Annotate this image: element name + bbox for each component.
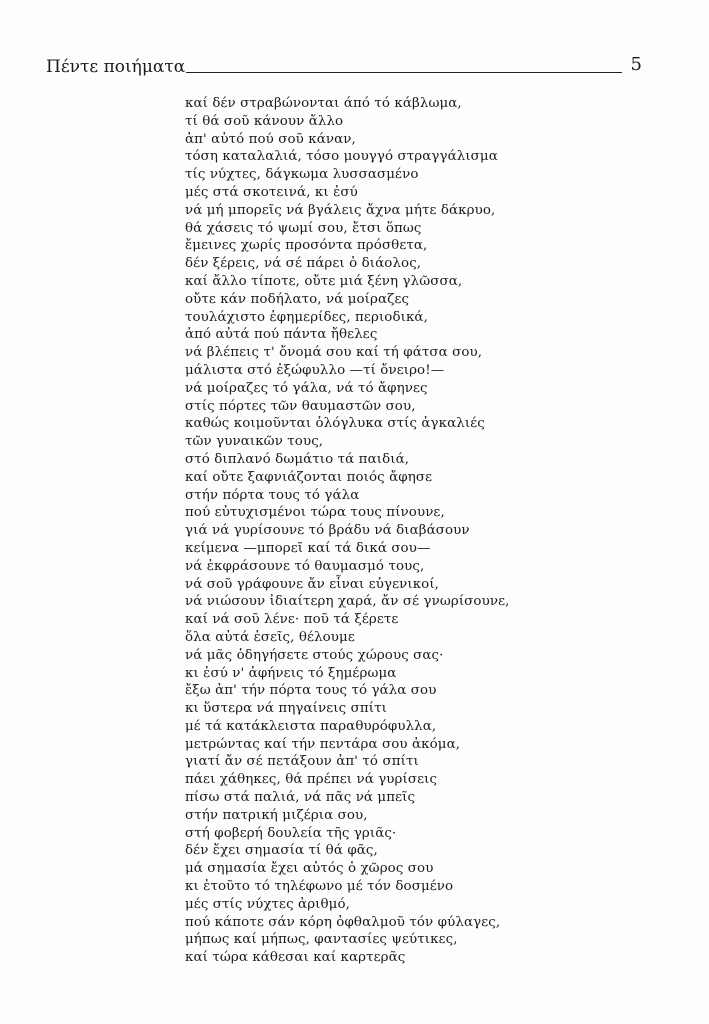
poem-line: κι ἐσύ ν' ἀφήνεις τό ξημέρωμα (185, 665, 397, 681)
poem-line: νά μᾶς ὁδηγήσετε στούς χώρους σας· (185, 647, 444, 663)
poem-line: ἀπ' αὐτό πού σοῦ κάναν, (185, 131, 356, 147)
poem-line: πάει χάθηκες, θά πρέπει νά γυρίσεις (185, 772, 438, 788)
poem-line: νά βλέπεις τ' ὄνομά σου καί τή φάτσα σου, (185, 345, 483, 361)
poem-line: καί νά σοῦ λένε· ποῦ τά ξέρετε (185, 612, 399, 628)
poem-line: δέν ξέρεις, νά σέ πάρει ὁ διάολος, (185, 256, 422, 272)
poem-line: νά ἐκφράσουνε τό θαυμασμό τους, (185, 558, 425, 574)
poem-line: καί τώρα κάθεσαι καί καρτερᾶς (185, 950, 406, 966)
poem-line: μέ τά κατάκλειστα παραθυρόφυλλα, (185, 718, 437, 734)
poem-line: μήπως καί μήπως, φαντασίες ψεύτικες, (185, 932, 458, 948)
page-number: 5 (630, 54, 642, 75)
poem-line: τουλάχιστο ἐφημερίδες, περιοδικά, (185, 309, 428, 325)
poem-line: καί ἄλλο τίποτε, οὔτε μιά ξένη γλῶσσα, (185, 273, 463, 289)
poem-line: μετρώντας καί τήν πεντάρα σου ἀκόμα, (185, 736, 461, 752)
poem-line: κείμενα —μπορεῖ καί τά δικά σου— (185, 540, 431, 556)
poem-line: τῶν γυναικῶν τους, (185, 434, 324, 450)
poem-line: νά σοῦ γράφουνε ἄν εἶναι εὐγενικοί, (185, 576, 440, 592)
poem-line: μάλιστα στό ἐξώφυλλο —τί ὄνειρο!— (185, 362, 445, 378)
poem-line: τίς νύχτες, δάγκωμα λυσσασμένο (185, 167, 419, 183)
poem-line: γιά νά γυρίσουνε τό βράδυ νά διαβάσουν (185, 523, 470, 539)
poem-line: καθώς κοιμοῦνται ὁλόγλυκα στίς ἀγκαλιές (185, 416, 485, 432)
poem-line: μές στίς νύχτες ἀριθμό, (185, 896, 350, 912)
poem-line: στό διπλανό δωμάτιο τά παιδιά, (185, 451, 410, 467)
poem-line: ἀπό αὐτά πού πάντα ἤθελες (185, 327, 378, 343)
poem-line: τόση καταλαλιά, τόσο μουγγό στραγγάλισμα (185, 149, 498, 165)
poem-line: δέν ἔχει σημασία τί θά φᾶς, (185, 843, 378, 859)
poem-line: ἔμεινες χωρίς προσόντα πρόσθετα, (185, 238, 428, 254)
poem-line: στήν πόρτα τους τό γάλα (185, 487, 360, 503)
poem-line: θά χάσεις τό ψωμί σου, ἔτσι ὅπως (185, 220, 422, 236)
book-title: Πέντε ποιήματα (46, 57, 186, 77)
poem-line: πού κάποτε σάν κόρη ὀφθαλμοῦ τόν φύλαγες, (185, 914, 501, 930)
poem-line: μά σημασία ἔχει αὐτός ὁ χῶρος σου (185, 861, 434, 877)
poem-line: στή φοβερή δουλεία τῆς γριᾶς· (185, 825, 397, 841)
poem-line: πού εὐτυχισμένοι τώρα τους πίνουνε, (185, 505, 445, 521)
poem-line: γιατί ἄν σέ πετάξουν ἀπ' τό σπίτι (185, 754, 419, 770)
poem-line: κι ἐτοῦτο τό τηλέφωνο μέ τόν δοσμένο (185, 879, 454, 895)
poem-text (185, 95, 685, 967)
running-header (46, 52, 642, 82)
poem-line: νά νιώσουν ἰδιαίτερη χαρά, ἄν σέ γνωρίσουνε, (185, 594, 510, 610)
poem-line: στήν πατρική μιζέρια σου, (185, 807, 368, 823)
poem-line: μές στά σκοτεινά, κι ἐσύ (185, 184, 358, 200)
poem-line: κι ὕστερα νά πηγαίνεις σπίτι (185, 701, 387, 717)
poem-line: τί θά σοῦ κάνουν ἄλλο (185, 113, 344, 129)
poem-line: νά μή μπορεῖς νά βγάλεις ἄχνα μήτε δάκρυο, (185, 202, 496, 218)
poem-line: καί δέν στραβώνονται άπό τό κάβλωμα, (185, 96, 462, 111)
poem-line: ὅλα αὐτά ἐσεῖς, θέλουμε (185, 629, 355, 645)
poem-line: ἔξω ἀπ' τήν πόρτα τους τό γάλα σου (185, 683, 437, 699)
poem-line: πίσω στά παλιά, νά πᾶς νά μπεῖς (185, 790, 416, 806)
header-rule (186, 72, 622, 73)
poem-line: στίς πόρτες τῶν θαυμαστῶν σου, (185, 398, 416, 414)
poem-line: οὔτε κάν ποδήλατο, νά μοίραζες (185, 291, 410, 307)
poem-line: νά μοίραζες τό γάλα, νά τό ἄφηνες (185, 380, 428, 396)
poem-line: καί οὔτε ξαφνιάζονται ποιός ἄφησε (185, 469, 433, 485)
